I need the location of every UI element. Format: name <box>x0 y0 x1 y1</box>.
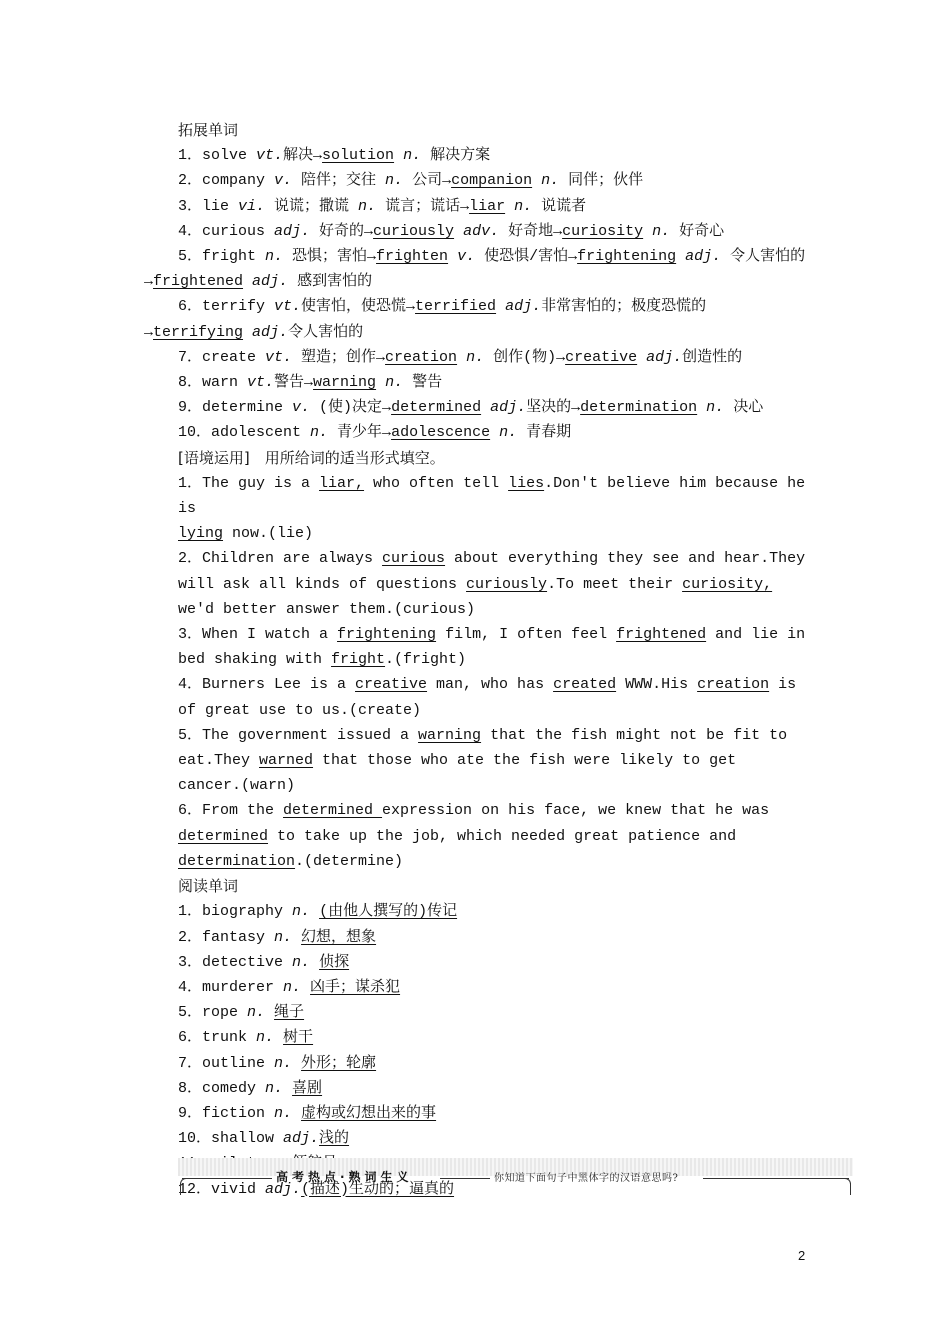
reading-word: 7．outline n. 外形；轮廓 <box>178 1054 377 1072</box>
vocab-item: 10．adolescent n. 青少年→adolescence n. 青春期 <box>178 424 572 442</box>
answer-blank: lying <box>178 525 224 543</box>
answer-blank: curiosity, <box>682 575 773 593</box>
answer-blank: (由他人撰写的)传记 <box>319 903 458 921</box>
vocab-item-continued: →frightened adj. 感到害怕的 <box>144 273 373 291</box>
vocab-item: 9．determine v. (使)决定→determined adj.坚决的→determination n. 决心 <box>178 399 764 417</box>
answer-blank: creative <box>355 676 428 694</box>
answer-blank: fright <box>331 651 386 669</box>
answer-blank: determination <box>580 399 698 417</box>
banner-corner <box>180 1178 189 1195</box>
reading-word: 2．fantasy n. 幻想，想象 <box>178 928 377 946</box>
answer-blank: determined <box>391 399 482 417</box>
answer-blank: frighten <box>376 248 449 266</box>
answer-blank: 虚构或幻想出来的事 <box>301 1104 437 1122</box>
answer-blank: frightened <box>153 273 244 291</box>
answer-blank: curiously <box>373 222 455 240</box>
banner-rule <box>703 1178 849 1179</box>
exercise-sentence: 4．Burners Lee is a creative man, who has created WWW.His creation is of great use to us.(create) <box>178 676 797 719</box>
reading-word: 12．vivid adj.(描述)生动的；逼真的 <box>178 1180 455 1198</box>
answer-blank: curiously <box>466 575 548 593</box>
exercise-sentence: 1．The guy is a liar, who often tell lies.Don't believe him because he is lying now.(lie) <box>178 474 806 543</box>
banner-title: 高考热点·熟词生义 <box>276 1170 413 1184</box>
exercise-sentence: 2．Children are always curious about everything they see and hear.They will ask all kinds of questions curiously.To meet their curiosity, we'd better answer them.(curious) <box>178 550 806 618</box>
reading-word: 4．murderer n. 凶手；谋杀犯 <box>178 978 401 996</box>
answer-blank: 喜剧 <box>292 1079 323 1097</box>
answer-blank: frightening <box>337 626 437 644</box>
answer-blank: liar, <box>319 474 365 492</box>
answer-blank: terrified <box>415 298 497 316</box>
banner-corner <box>842 1178 851 1195</box>
answer-blank: solution <box>322 147 395 165</box>
answer-blank: liar <box>469 197 506 215</box>
banner-hint: 你知道下面句子中黑体字的汉语意思吗? <box>494 1173 679 1184</box>
answer-blank: frightening <box>577 248 677 266</box>
vocab-item: 5．fright n. 恐惧；害怕→frighten v. 使恐惧/害怕→frightening adj. 令人害怕的 <box>178 248 806 266</box>
vocab-item: 1．solve vt.解决→solution n. 解决方案 <box>178 147 491 165</box>
banner-rule <box>182 1178 272 1179</box>
exercise-sentence: 3．When I watch a frightening film, I often feel frightened and lie in bed shaking with fright.(fright) <box>178 626 806 669</box>
answer-blank: creation <box>385 348 458 366</box>
vocab-item: 2．company v. 陪伴；交往 n. 公司→companion n. 同伴；伙伴 <box>178 172 644 190</box>
answer-blank: determined <box>283 802 383 820</box>
answer-blank: frightened <box>616 626 707 644</box>
reading-word: 5．rope n. 绳子 <box>178 1004 305 1022</box>
section-heading-context: [语境运用] 用所给词的适当形式填空。 <box>178 448 445 467</box>
answer-blank: 外形；轮廓 <box>301 1054 377 1072</box>
vocab-item: 7．create vt. 塑造；创作→creation n. 创作(物)→creative adj.创造性的 <box>178 348 743 366</box>
answer-blank: warning <box>313 374 377 392</box>
answer-blank: 侦探 <box>319 953 350 971</box>
answer-blank: (描述)生动的；逼真的 <box>301 1180 455 1198</box>
page-content <box>144 118 806 1202</box>
answer-blank: warning <box>418 726 482 744</box>
reading-word: 9．fiction n. 虚构或幻想出来的事 <box>178 1104 437 1122</box>
answer-blank: 树干 <box>283 1029 314 1047</box>
reading-word: 10．shallow adj.浅的 <box>178 1130 350 1148</box>
section-heading-vocab: 拓展单词 <box>178 121 239 139</box>
reading-word: 1．biography n. (由他人撰写的)传记 <box>178 903 458 921</box>
answer-blank: warned <box>259 752 314 770</box>
answer-blank: curious <box>382 550 446 568</box>
answer-blank: terrifying <box>153 323 244 341</box>
vocab-item: 8．warn vt.警告→warning n. 警告 <box>178 374 443 392</box>
vocab-item-continued: →terrifying adj.令人害怕的 <box>144 323 364 341</box>
answer-blank: 绳子 <box>274 1004 305 1022</box>
answer-blank: created <box>553 676 617 694</box>
answer-blank: companion <box>451 172 533 190</box>
answer-blank: adolescence <box>391 424 491 442</box>
vocab-item: 3．lie vi. 说谎；撒谎 n. 谎言；谎话→liar n. 说谎者 <box>178 197 587 215</box>
exercise-sentence: 5．The government issued a warning that the fish might not be fit to eat.They warned that those who ate the fish were likely to get cancer.(warn) <box>178 726 788 795</box>
page-number: 2 <box>798 1248 806 1263</box>
reading-word: 8．comedy n. 喜剧 <box>178 1079 323 1097</box>
vocab-item: 6．terrify vt.使害怕，使恐慌→terrified adj.非常害怕的；极度恐慌的 <box>178 298 707 316</box>
vocab-item: 4．curious adj. 好奇的→curiously adv. 好奇地→curiosity n. 好奇心 <box>178 222 725 240</box>
answer-blank: 幻想，想象 <box>301 928 377 946</box>
answer-blank: creation <box>697 676 770 694</box>
answer-blank: determined <box>178 827 269 845</box>
banner-rule <box>440 1178 490 1179</box>
answer-blank: 凶手；谋杀犯 <box>310 978 401 996</box>
answer-blank: creative <box>565 348 638 366</box>
answer-blank: lies <box>508 474 545 492</box>
answer-blank: 浅的 <box>319 1130 350 1148</box>
answer-blank: determination <box>178 852 296 870</box>
section-banner <box>178 1158 853 1200</box>
reading-word: 6．trunk n. 树干 <box>178 1029 314 1047</box>
answer-blank: curiosity <box>562 222 644 240</box>
exercise-sentence: 6．From the determined expression on his face, we knew that he was determined to take up the job, which needed great patience and determination.(determine) <box>178 802 770 870</box>
section-heading-reading: 阅读单词 <box>178 877 239 896</box>
reading-word: 3．detective n. 侦探 <box>178 953 350 971</box>
